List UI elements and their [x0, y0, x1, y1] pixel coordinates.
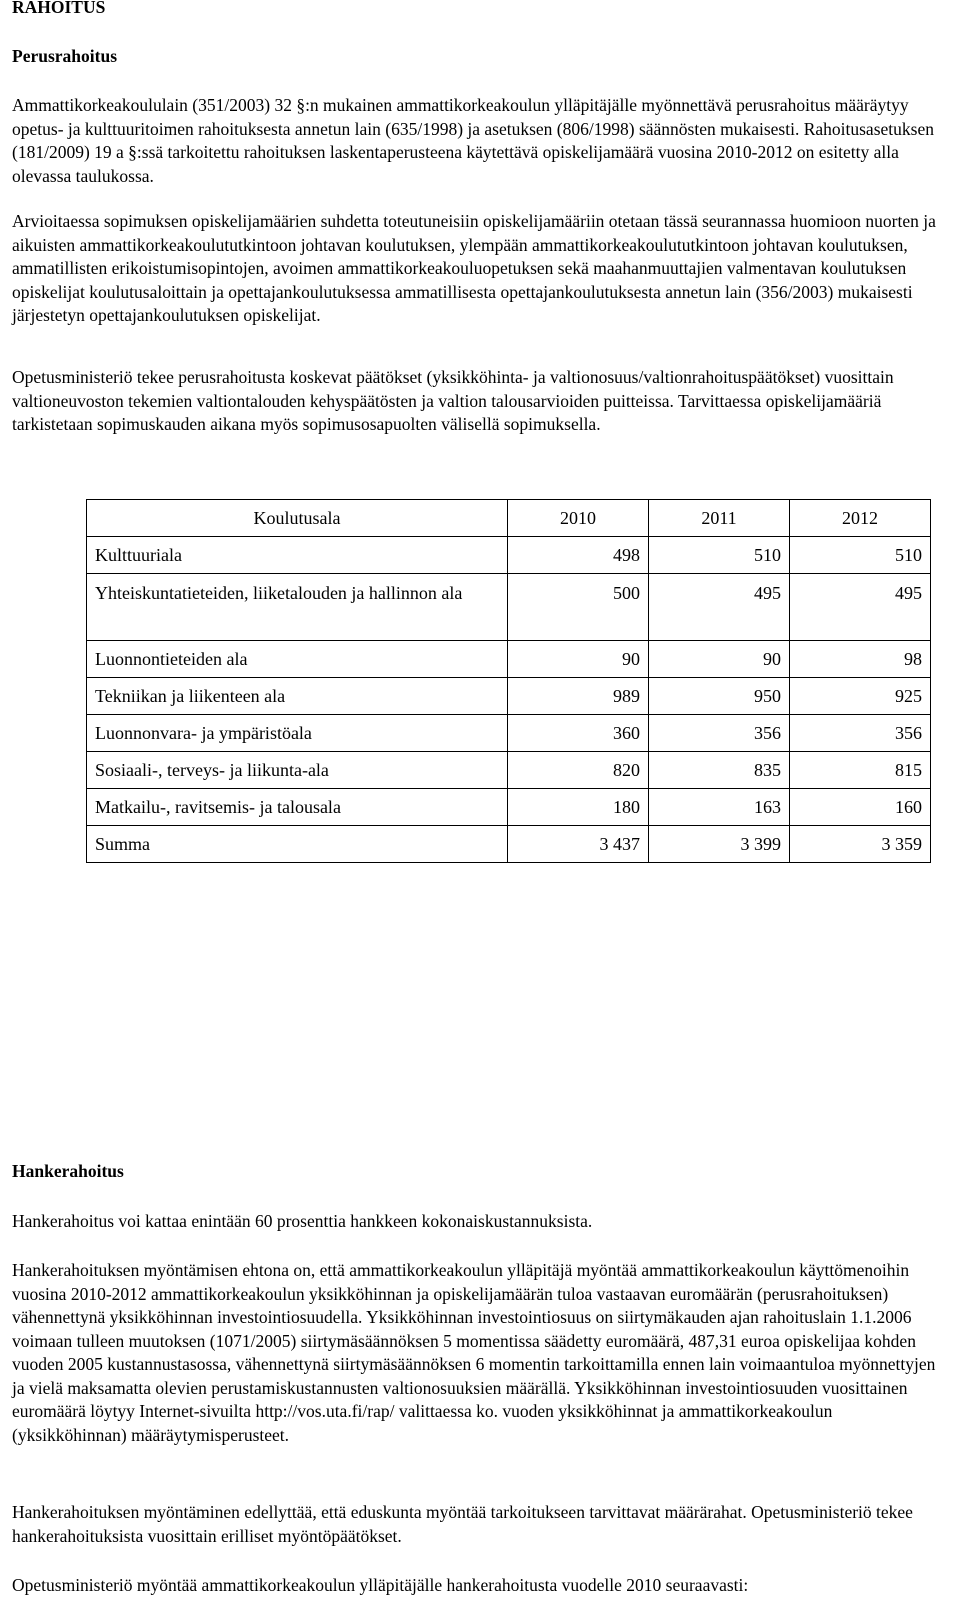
bullet-text: Pohjois-Karjalan ammattikorkeakoulun tutkimus- ja kehittämistoiminta ( 2010 384 000 € ) — [122, 1599, 159, 1600]
cell-2010: 180 — [508, 789, 649, 826]
row-label: Matkailu-, ravitsemis- ja talousala — [87, 789, 508, 826]
cell-2012: 815 — [790, 752, 931, 789]
page-heading: RAHOITUS — [12, 0, 106, 17]
row-label: Luonnonvara- ja ympäristöala — [87, 715, 508, 752]
paragraph: Opetusministeriö myöntää ammattikorkeakoulun ylläpitäjälle hankerahoitusta vuodelle 2010 seuraavasti: — [12, 1575, 749, 1595]
row-label: Kulttuuriala — [87, 537, 508, 574]
cell-2011: 356 — [649, 715, 790, 752]
cell-2010: 820 — [508, 752, 649, 789]
table-row — [87, 715, 931, 752]
funding-bullet — [122, 1599, 942, 1600]
cell-2010: 989 — [508, 678, 649, 715]
table-row — [87, 574, 931, 641]
cell-2011: 3 399 — [649, 826, 790, 863]
table-header-cell: 2012 — [790, 500, 931, 537]
cell-2011: 950 — [649, 678, 790, 715]
table-row — [87, 537, 931, 574]
cell-2012: 98 — [790, 641, 931, 678]
cell-2012: 3 359 — [790, 826, 931, 863]
cell-2011: 163 — [649, 789, 790, 826]
row-label: Tekniikan ja liikenteen ala — [87, 678, 508, 715]
paragraph: Arvioitaessa sopimuksen opiskelijamäärien suhdetta toteutuneisiin opiskelijamääriin otetaan tässä seurannassa huomioon nuorten ja aikuisten ammattikorkeakoulututkintoon johtavan koulutuksen, ylempään ammattikorkeakoulututkintoon johtavan koulutuksen, ammatillisten erikoistumisopintojen, avoimen ammattikorkeakouluopetuksen sekä maahanmuuttajien valmentavan koulutuksen opiskelijat koulutusaloittain ja opettajankoulutuksessa ammatillisesta opettajankoulutuksesta annetun lain (356/2003) mukaisesti järjestetyn opettajankoulutuksen opiskelijat. — [12, 211, 936, 325]
table-row — [87, 752, 931, 789]
funding-item: Tutkimus-, kehittämis- ja innovaatiotoiminta 384 000 € ( 2010 384 000 € ) — [72, 1596, 102, 1597]
cell-2012: 160 — [790, 789, 931, 826]
cell-2012: 925 — [790, 678, 931, 715]
cell-2011: 90 — [649, 641, 790, 678]
cell-2012: 510 — [790, 537, 931, 574]
paragraph: Hankerahoituksen myöntämisen ehtona on, että ammattikorkeakoulun ylläpitäjä myöntää ammattikorkeakoulun käyttömenoihin vuosina 2010-2012 ammattikorkeakoulun yksikköhinnan ja opiskelijamäärän tuloa vastaavan euromäärän (perusrahoituksen) vähennettynä yksikköhinnan investointiosuudella. Yksikköhinnan investointiosuus on siirtymäkauden ajan rahoituslain 1.1.2006 voimaan tulleen muutoksen (1071/2005) siirtymäsäännöksen 5 momentissa säädetty euromäärä, 487,31 euroa opiskelijaa kohden vuoden 2005 kustannustasossa, vähennettynä siirtymäsäännöksen 6 momentin tarkoittamilla ennen lain voimaantuloa myönnettyjen ja vielä maksamatta olevien perustamiskustannusten valtionosuuksien määrällä. Yksikköhinnan investointiosuuden vuosittainen euromäärä löytyy Internet-sivuilta http://vos.uta.fi/rap/ valittaessa ko. vuoden yksikköhinnat ja ammattikorkeakoulun (yksikköhinnan) määräytymisperusteet. — [12, 1260, 936, 1445]
cell-2010: 500 — [508, 574, 649, 641]
table-row — [87, 641, 931, 678]
table-row — [87, 678, 931, 715]
student-count-table — [86, 499, 931, 863]
table-header-cell: Koulutusala — [87, 500, 508, 537]
row-label: Yhteiskuntatieteiden, liiketalouden ja hallinnon ala — [87, 574, 508, 641]
table-header-row — [87, 500, 931, 537]
table-row-total — [87, 826, 931, 863]
paragraph: Opetusministeriö tekee perusrahoitusta koskevat päätökset (yksikköhinta- ja valtionosuus/valtionrahoituspäätökset) vuosittain valtioneuvoston tekemien valtiontalouden kehyspäätösten ja valtion talousarvioiden puitteissa. Tarvittaessa opiskelijamääriä tarkistetaan sopimuskauden aikana myös sopimusosapuolten välisellä sopimuksella. — [12, 367, 894, 434]
section-title-hankerahoitus: Hankerahoitus — [12, 1161, 124, 1181]
section-title-perusrahoitus: Perusrahoitus — [12, 46, 117, 66]
paragraph: Hankerahoituksen myöntäminen edellyttää, että eduskunta myöntää tarkoitukseen tarvittavat määrärahat. Opetusministeriö tekee hankerahoituksista vuosittain erilliset myöntöpäätökset. — [12, 1502, 913, 1546]
cell-2012: 495 — [790, 574, 931, 641]
cell-2011: 510 — [649, 537, 790, 574]
paragraph: Hankerahoitus voi kattaa enintään 60 prosenttia hankkeen kokonaiskustannuksista. — [12, 1211, 593, 1231]
cell-2010: 498 — [508, 537, 649, 574]
row-label: Sosiaali-, terveys- ja liikunta-ala — [87, 752, 508, 789]
table-header-cell: 2011 — [649, 500, 790, 537]
cell-2011: 495 — [649, 574, 790, 641]
paragraph: Ammattikorkeakoululain (351/2003) 32 §:n mukainen ammattikorkeakoulun ylläpitäjälle myönnettävä perusrahoitus määräytyy opetus- ja kulttuuritoimen rahoituksesta annetun lain (635/1998) ja asetuksen (806/1998) säännösten mukaisesti. Rahoitusasetuksen (181/2009) 19 a §:ssä tarkoitettu rahoituksen laskentaperusteena käytettävä opiskelijamäärä vuosina 2010-2012 on esitetty alla olevassa taulukossa. — [12, 95, 934, 186]
cell-2010: 360 — [508, 715, 649, 752]
row-label: Luonnontieteiden ala — [87, 641, 508, 678]
row-label: Summa — [87, 826, 508, 863]
table-header-cell: 2010 — [508, 500, 649, 537]
cell-2010: 3 437 — [508, 826, 649, 863]
cell-2010: 90 — [508, 641, 649, 678]
table-row — [87, 789, 931, 826]
cell-2012: 356 — [790, 715, 931, 752]
cell-2011: 835 — [649, 752, 790, 789]
